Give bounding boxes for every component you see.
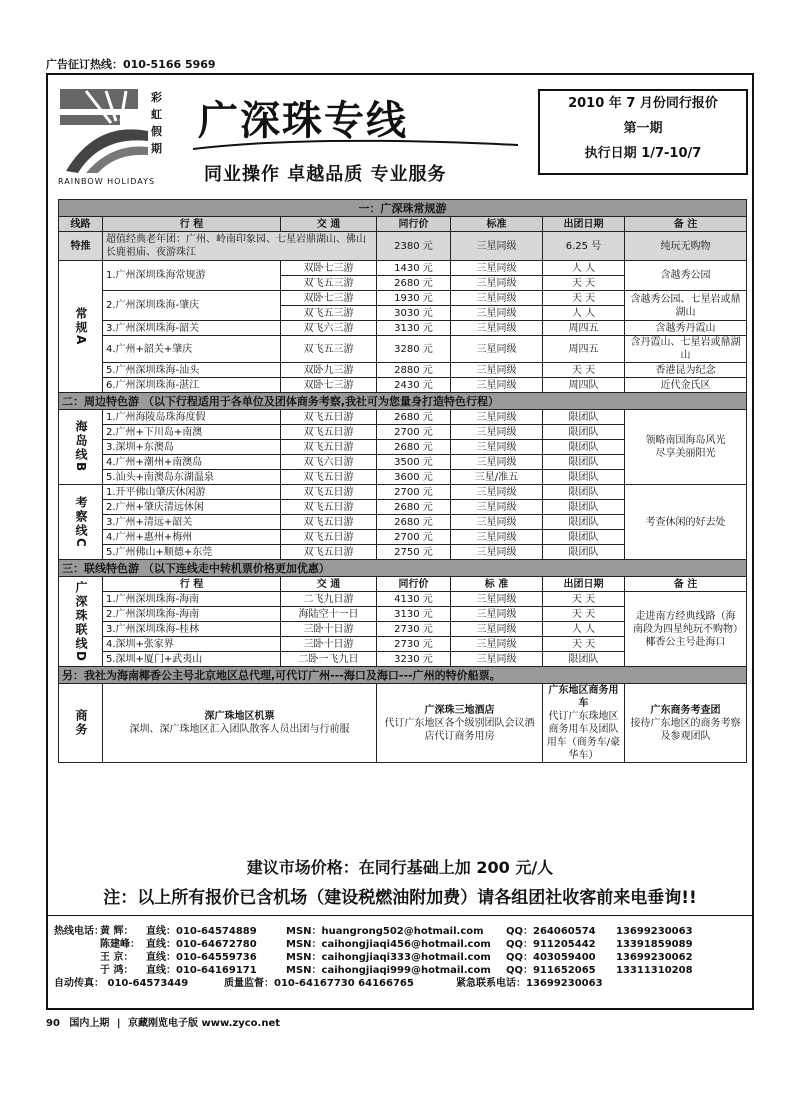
price: 2680 元: [377, 515, 451, 530]
route: 6.广州深圳珠海-湛江: [103, 378, 281, 393]
route: 1.广州海陵岛珠海度假: [103, 410, 281, 425]
traffic: 双飞五三游: [281, 276, 377, 291]
group-label: 广深珠联线D: [59, 577, 103, 667]
contact-name: 王 京：: [100, 952, 134, 963]
note: 走进南方经典线路（海南段为四星纯玩不购物）椰香公主号赴海口: [625, 592, 747, 667]
traffic: 双卧七三游: [281, 378, 377, 393]
departure-date: 限团队: [543, 470, 625, 485]
emergency-line: 紧急联系电话：13699230063: [456, 978, 603, 989]
standard: 三星同级: [451, 425, 543, 440]
traffic: 双飞五日游: [281, 545, 377, 560]
col-header: 行 程: [103, 577, 281, 592]
contact-name: 于 鸿：: [100, 965, 134, 976]
contact-row: [54, 925, 693, 938]
table-row: [59, 485, 747, 500]
price: 2880 元: [377, 363, 451, 378]
col-header: 出团日期: [543, 577, 625, 592]
contact-msn: MSN：huangrong502@hotmail.com: [286, 926, 484, 937]
price: 1430 元: [377, 261, 451, 276]
departure-date: 限团队: [543, 545, 625, 560]
col-header: 标准: [451, 217, 543, 232]
price: 2680 元: [377, 440, 451, 455]
contact-tel: 直线：010-64574889: [146, 926, 257, 937]
price: 3030 元: [377, 306, 451, 321]
col-header: 出团日期: [543, 217, 625, 232]
section-title: 另：我社为海南椰香公主号北京地区总代理,可代订广州---海口及海口---广州的特价船票。: [59, 667, 747, 684]
price: 2380 元: [377, 232, 451, 261]
traffic: 双卧九三游: [281, 363, 377, 378]
route: 5.广州佛山+顺德+东莞: [103, 545, 281, 560]
contact-row: [54, 964, 693, 977]
price: 2700 元: [377, 425, 451, 440]
traffic: 双飞五日游: [281, 530, 377, 545]
departure-date: 限团队: [543, 485, 625, 500]
service-title: 广东商务考查团: [650, 704, 721, 716]
departure-date: 限团队: [543, 455, 625, 470]
standard: 三星同级: [451, 485, 543, 500]
section-header: [59, 560, 747, 577]
contact-label: 热线电话：: [54, 926, 104, 937]
departure-date: 周四队: [543, 378, 625, 393]
contact-tel: 直线：010-64559736: [146, 952, 257, 963]
contact-msn: MSN：caihongjiaqi456@hotmail.com: [286, 939, 491, 950]
logo-char: 彩: [151, 91, 162, 104]
departure-date: 限团队: [543, 410, 625, 425]
traffic: 双飞五日游: [281, 410, 377, 425]
logo-english: RAINBOW HOLIDAYS: [58, 177, 156, 186]
price: 3600 元: [377, 470, 451, 485]
standard: 三星同级: [451, 321, 543, 336]
standard: 三星同级: [451, 336, 543, 363]
route: 3.深圳+东澳岛: [103, 440, 281, 455]
valid-dates: 执行日期 1/7-10/7: [584, 146, 702, 161]
contact-qq: QQ：403059400: [506, 952, 596, 963]
traffic: 双飞六三游: [281, 321, 377, 336]
business-services-row: [59, 684, 747, 763]
price-table: [58, 199, 747, 763]
table-row: [59, 321, 747, 336]
traffic: 二飞九日游: [281, 592, 377, 607]
complaint-line: 质量监督：010-64167730 64166765: [224, 978, 414, 989]
section-title: 三：联线特色游 （以下连线走中转机票价格更加优惠）: [59, 560, 747, 577]
traffic: 双卧七三游: [281, 261, 377, 276]
section-title: 一：广深珠常规游: [59, 200, 747, 217]
price: 2680 元: [377, 276, 451, 291]
contact-tel: 直线：010-64672780: [146, 939, 257, 950]
contact-mobile: 13699230063: [616, 926, 693, 937]
service-text: 深圳、深广珠地区汇入团队散客人员出团与行前服: [129, 724, 350, 735]
contact-row: [54, 977, 693, 990]
section-name: 国内上期: [69, 1018, 110, 1029]
special-offer-row: [59, 232, 747, 261]
contact-list: [54, 925, 693, 990]
route: 3.广州深圳珠海-桂林: [103, 622, 281, 637]
contact-tel: 直线：010-64169171: [146, 965, 257, 976]
contact-mobile: 13311310208: [616, 965, 693, 976]
price: 2430 元: [377, 378, 451, 393]
table-row: [59, 592, 747, 607]
contact-row: [54, 938, 693, 951]
traffic: 三卧十日游: [281, 622, 377, 637]
departure-date: 天 天: [543, 276, 625, 291]
route: 2.广州深圳珠海-肇庆: [103, 291, 281, 321]
page-frame: [46, 73, 754, 1010]
service-cell: [377, 684, 543, 763]
price: 3230 元: [377, 652, 451, 667]
special-label: 特推: [59, 232, 103, 261]
site-name: 京藏刚览电子版 www.zyco.net: [128, 1018, 281, 1029]
contact-qq: QQ：911205442: [506, 939, 596, 950]
table-row: [59, 261, 747, 276]
price: 1930 元: [377, 291, 451, 306]
col-header: 交 通: [281, 577, 377, 592]
table-row: [59, 336, 747, 363]
route: 4.广州+惠州+梅州: [103, 530, 281, 545]
section-header: [59, 667, 747, 684]
price: 2680 元: [377, 410, 451, 425]
col-header: 备 注: [625, 217, 747, 232]
route: 4.深圳+张家界: [103, 637, 281, 652]
traffic: 双飞五三游: [281, 336, 377, 363]
logo-char: 期: [151, 142, 162, 155]
route: 2.广州+肇庆清远休闲: [103, 500, 281, 515]
note: 领略南国海岛风光尽享美丽阳光: [625, 410, 747, 485]
traffic: 双飞五日游: [281, 485, 377, 500]
standard: 三星同级: [451, 592, 543, 607]
standard: 三星同级: [451, 500, 543, 515]
col-header: 交 通: [281, 217, 377, 232]
route: 4.广州+韶关+肇庆: [103, 336, 281, 363]
route: 5.广州深圳珠海-汕头: [103, 363, 281, 378]
traffic: 海陆空十一日: [281, 607, 377, 622]
table-header-row: [59, 217, 747, 232]
table-row: [59, 291, 747, 306]
quote-month: 2010 年 7 月份同行报价: [568, 96, 718, 111]
standard: 三星同级: [451, 232, 543, 261]
note: 考查休闲的好去处: [625, 485, 747, 560]
contact-mobile: 13391859089: [616, 939, 693, 950]
route: 1.开平佛山肇庆休闲游: [103, 485, 281, 500]
table-header-row: [59, 577, 747, 592]
page-number: 90: [46, 1018, 60, 1029]
note: 含越秀丹霞山: [625, 321, 747, 336]
brand-swoosh-icon: [188, 127, 528, 157]
departure-date: 限团队: [543, 500, 625, 515]
standard: 三星同级: [451, 261, 543, 276]
contact-qq: QQ：264060574: [506, 926, 596, 937]
traffic: 双飞五日游: [281, 440, 377, 455]
quote-period-box: [538, 89, 748, 175]
standard: 三星同级: [451, 440, 543, 455]
service-text: 代订广东珠地区商务用车及团队用车（商务车/豪华车）: [546, 711, 621, 761]
route: 1.广州深圳珠海-海南: [103, 592, 281, 607]
traffic: 双飞五三游: [281, 306, 377, 321]
issue-number: 第一期: [623, 121, 663, 136]
price: 2730 元: [377, 637, 451, 652]
departure-date: 人 人: [543, 261, 625, 276]
route: 3.广州+清远+韶关: [103, 515, 281, 530]
departure-date: 天 天: [543, 607, 625, 622]
departure-date: 天 天: [543, 592, 625, 607]
note: 含丹霞山、七星岩或鼎湖山: [625, 336, 747, 363]
note: 香港昆为纪念: [625, 363, 747, 378]
page-footer: 90 国内上期 | 京藏刚览电子版 www.zyco.net: [46, 1018, 281, 1029]
standard: 三星同级: [451, 363, 543, 378]
price: 2680 元: [377, 500, 451, 515]
note: 含越秀公园: [625, 261, 747, 291]
service-text: 代订广东地区各个级别团队会议酒店代订商务用房: [384, 717, 535, 742]
route: 3.广州深圳珠海-韶关: [103, 321, 281, 336]
standard: 三星同级: [451, 276, 543, 291]
departure-date: 限团队: [543, 440, 625, 455]
slogan: 同业操作 卓越品质 专业服务: [204, 164, 447, 185]
contact-msn: MSN：caihongjiaqi999@hotmail.com: [286, 965, 491, 976]
departure-date: 限团队: [543, 425, 625, 440]
col-header: 标 准: [451, 577, 543, 592]
contact-name: 黄 辉：: [100, 926, 134, 937]
standard: 三星同级: [451, 410, 543, 425]
route: 超值经典老年团：广州、岭南印象园、七星岩鼎湖山、佛山长鹿祖庙、夜游珠江: [103, 232, 377, 261]
standard: 三星同级: [451, 515, 543, 530]
standard: 三星同级: [451, 637, 543, 652]
note: 纯玩无购物: [625, 232, 747, 261]
col-header: 备 注: [625, 577, 747, 592]
standard: 三星同级: [451, 306, 543, 321]
group-label: 考察线C: [59, 485, 103, 560]
standard: 三星同级: [451, 530, 543, 545]
standard: 三星同级: [451, 652, 543, 667]
table-row: [59, 378, 747, 393]
standard: 三星同级: [451, 622, 543, 637]
divider: [48, 915, 752, 916]
price: 2700 元: [377, 530, 451, 545]
standard: 三星/准五: [451, 470, 543, 485]
traffic: 双飞五日游: [281, 470, 377, 485]
service-cell: [625, 684, 747, 763]
departure-date: 6.25 号: [543, 232, 625, 261]
contact-row: [54, 951, 693, 964]
market-price: 建议市场价格：在同行基础上加 200 元/人: [246, 858, 554, 877]
section-header: [59, 393, 747, 410]
price-notice: 注：以上所有报价已含机场（建设税燃油附加费）请各组团社收客前来电垂询!!: [103, 888, 697, 908]
standard: 三星同级: [451, 291, 543, 306]
group-label: 海岛线B: [59, 410, 103, 485]
traffic: 双飞六日游: [281, 455, 377, 470]
service-cell: [543, 684, 625, 763]
price: 3130 元: [377, 607, 451, 622]
service-title: 广深珠三地酒店: [424, 704, 495, 716]
traffic: 双飞五日游: [281, 425, 377, 440]
group-label: 商务: [59, 684, 103, 763]
departure-date: 周四五: [543, 321, 625, 336]
advert-hotline: 广告征订热线：010-5166 5969: [46, 58, 216, 71]
departure-date: 限团队: [543, 515, 625, 530]
col-header: 行 程: [103, 217, 281, 232]
fax: 自动传真： 010-64573449: [54, 978, 189, 989]
traffic: 双飞五日游: [281, 515, 377, 530]
departure-date: 限团队: [543, 652, 625, 667]
contact-label: [54, 938, 100, 951]
section-header: [59, 200, 747, 217]
contact-label: [54, 951, 100, 964]
price: 2700 元: [377, 485, 451, 500]
col-header: 线路: [59, 217, 103, 232]
rainbow-holidays-logo: [56, 81, 206, 191]
departure-date: 人 人: [543, 622, 625, 637]
route: 2.广州+下川岛+南澳: [103, 425, 281, 440]
contact-msn: MSN：caihongjiaqi333@hotmail.com: [286, 952, 491, 963]
traffic: 三卧十日游: [281, 637, 377, 652]
col-header: 同行价: [377, 217, 451, 232]
departure-date: 人 人: [543, 306, 625, 321]
departure-date: 限团队: [543, 530, 625, 545]
price: 2750 元: [377, 545, 451, 560]
service-cell: [103, 684, 377, 763]
contact-qq: QQ：911652065: [506, 965, 596, 976]
brand-title: 广深珠专线: [198, 97, 408, 144]
standard: 三星同级: [451, 378, 543, 393]
traffic: 双飞五日游: [281, 500, 377, 515]
logo-char: 虹: [151, 108, 162, 121]
price: 3130 元: [377, 321, 451, 336]
table-row: [59, 363, 747, 378]
group-label: 常规A: [59, 261, 103, 393]
service-title: 深广珠地区机票: [204, 711, 275, 722]
departure-date: 天 天: [543, 291, 625, 306]
traffic: 双卧七三游: [281, 291, 377, 306]
price: 3280 元: [377, 336, 451, 363]
route: 2.广州深圳珠海-海南: [103, 607, 281, 622]
contact-name: 陈建峰：: [100, 939, 140, 950]
standard: 三星同级: [451, 455, 543, 470]
service-text: 接待广东地区的商务考察及参观团队: [630, 717, 741, 742]
departure-date: 周四五: [543, 336, 625, 363]
note: 近代金氏区: [625, 378, 747, 393]
price: 4130 元: [377, 592, 451, 607]
route: 4.广州+潮州+南澳岛: [103, 455, 281, 470]
price: 3500 元: [377, 455, 451, 470]
departure-date: 天 天: [543, 363, 625, 378]
standard: 三星同级: [451, 607, 543, 622]
route: 5.深圳+厦门+武夷山: [103, 652, 281, 667]
logo-char: 假: [151, 125, 162, 138]
departure-date: 天 天: [543, 637, 625, 652]
note: 含越秀公园、七星岩或鼎湖山: [625, 291, 747, 321]
sun-logo-icon: [56, 81, 206, 191]
price: 2730 元: [377, 622, 451, 637]
service-title: 广东地区商务用车: [548, 685, 619, 709]
contact-label: [54, 964, 100, 977]
contact-mobile: 13699230062: [616, 952, 693, 963]
table-row: [59, 410, 747, 425]
traffic: 二卧一飞九日: [281, 652, 377, 667]
route: 5.汕头+南澳岛东湖温泉: [103, 470, 281, 485]
route: 1.广州深圳珠海常规游: [103, 261, 281, 291]
section-title: 二：周边特色游 （以下行程适用于各单位及团体商务考察,我社可为您量身打造特色行程）: [59, 393, 747, 410]
col-header: 同行价: [377, 577, 451, 592]
standard: 三星同级: [451, 545, 543, 560]
